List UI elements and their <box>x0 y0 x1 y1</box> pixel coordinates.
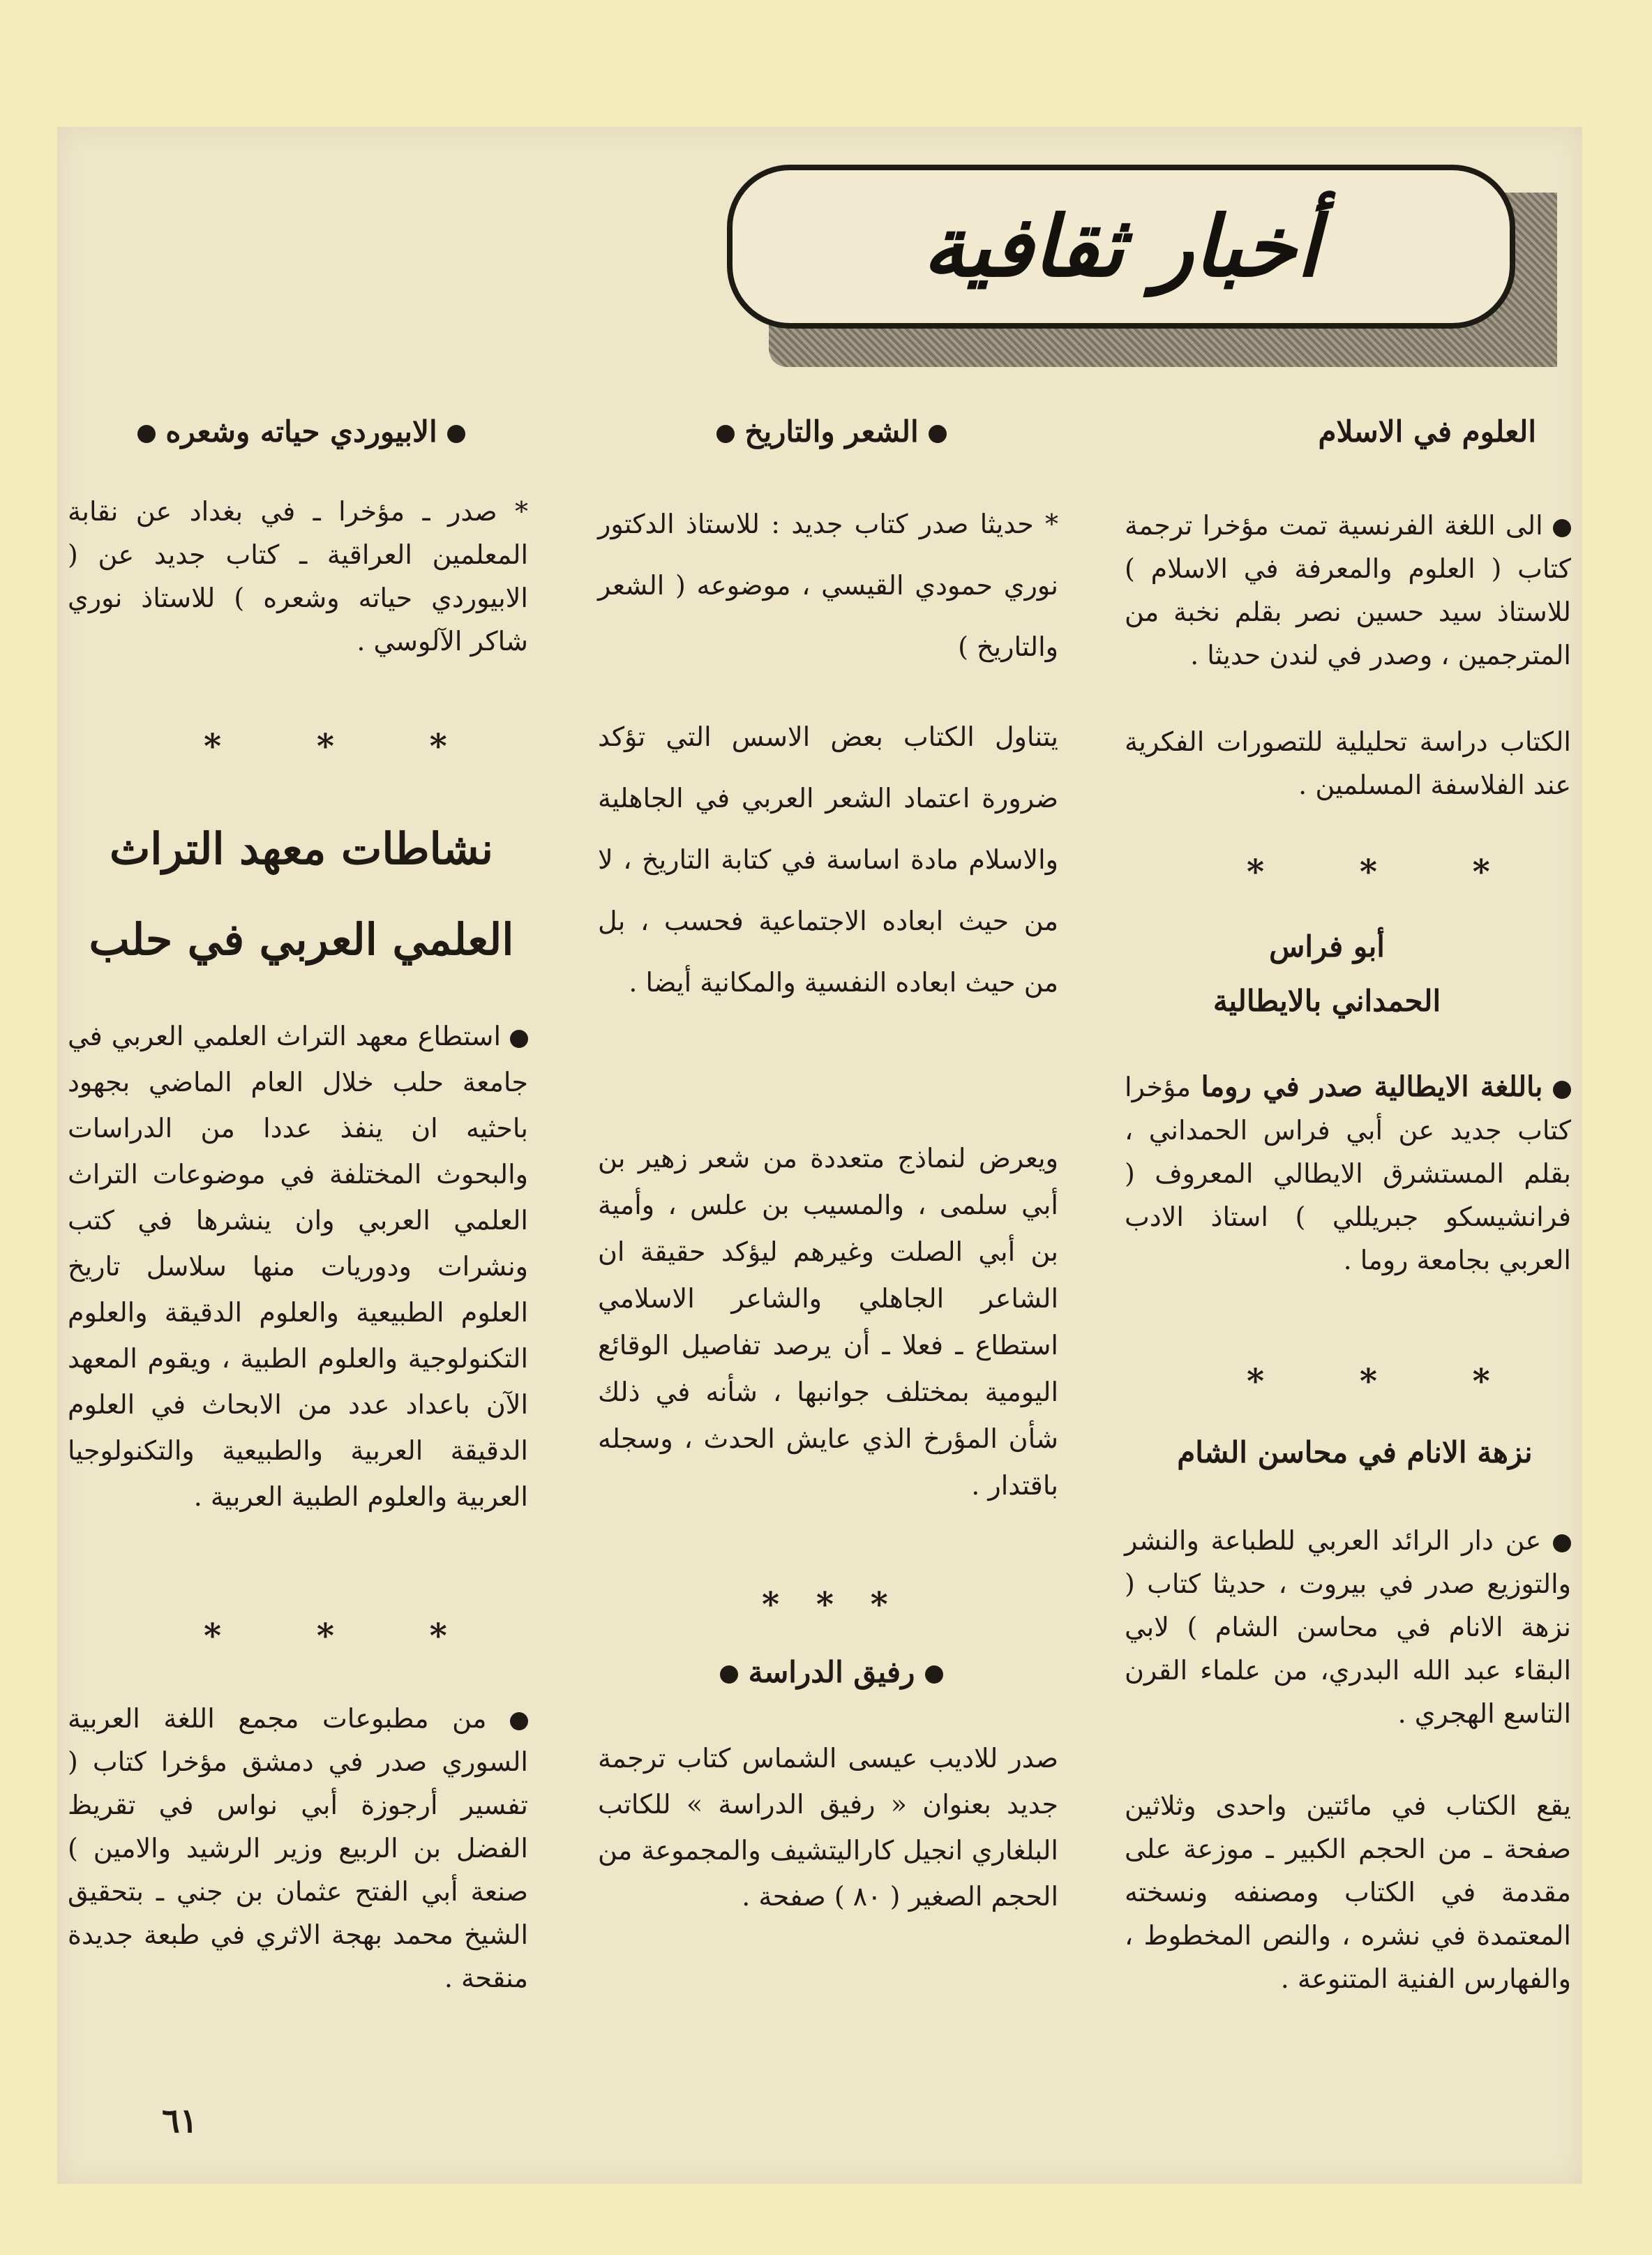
bullet-icon <box>720 1665 738 1684</box>
bullet-icon <box>1553 1081 1571 1099</box>
article-heading-text: الابيوردي حياته وشعره <box>165 414 437 449</box>
article-heading-text: رفيق الدراسة <box>748 1655 915 1689</box>
article-heading-text: العلوم في الاسلام <box>1318 414 1536 449</box>
article-text: يقع الكتاب في مائتين واحدى وثلاثين صفحة ـ من الحجم الكبير ـ موزعة على مقدمة في الكتاب ومصنفه ونسخته المعتمدة في نشره ، والنص المخطوط ، والفهارس الفنية المتنوعة . <box>1125 1790 1571 1994</box>
bullet-icon <box>510 1030 528 1048</box>
article-text: الى اللغة الفرنسية تمت مؤخرا ترجمة كتاب ( العلوم والمعرفة في الاسلام ) للاستاذ سيد حسين نصر بقلم نخبة من المترجمين ، وصدر في لندن حديثا . <box>1125 510 1571 670</box>
bullet-icon <box>925 1665 943 1684</box>
article-text: استطاع معهد التراث العلمي العربي في جامعة حلب خلال العام الماضي بجهود باحثيه ان ينفذ عددا من الدراسات والبحوث المختلفة في موضوعات التراث العلمي العربي وان ينشرها في كتب ونشرات ودوريات منها سلاسل تاريخ العلوم الطبيعية والعلوم الدقيقة والعلوم التكنولوجية والعلوم الطبية ، ويقوم المعهد الآن باعداد عدد من الابحاث في العلوم الدقيقة العربية والطبيعية والتكنولوجيا العربية والعلوم الطبية العربية . <box>68 1021 528 1512</box>
article-heading-text: الحمداني بالايطالية <box>1212 984 1441 1018</box>
banner-box <box>727 165 1515 329</box>
article-text: من مطبوعات مجمع اللغة العربية السوري صدر في دمشق مؤخرا كتاب ( تفسير أرجوزة أبي نواس في تقريظ الفضل بن الربيع وزير الرشيد والامين ) صنعة أبي الفتح عثمان بن جني ـ بتحقيق الشيخ محمد بهجة الاثري في طبعة جديدة منقحة . <box>68 1703 528 1993</box>
article-heading-large <box>85 804 518 985</box>
section-separator: * * * <box>762 1585 901 1624</box>
section-separator: * * * <box>1247 1362 1532 1401</box>
article-heading <box>1159 1435 1550 1469</box>
banner-title: أخبار ثقافية <box>922 197 1320 296</box>
article-paragraph <box>598 493 1058 677</box>
bullet-icon <box>510 1712 528 1730</box>
article-paragraph <box>1125 1519 1571 1735</box>
bullet-icon <box>137 425 156 443</box>
article-text: * حديثا صدر كتاب جديد : للاستاذ الدكتور نوري حمودي القيسي ، موضوعه ( الشعر والتاريخ ) <box>598 509 1058 662</box>
section-banner <box>727 165 1564 374</box>
article-heading <box>664 414 999 449</box>
article-paragraph <box>68 1013 528 1520</box>
article-heading <box>99 414 504 449</box>
bullet-icon <box>1553 1534 1571 1552</box>
article-paragraph <box>68 1697 528 2000</box>
bullet-icon <box>447 425 465 443</box>
article-heading <box>1243 414 1536 449</box>
article-paragraph <box>1125 504 1571 677</box>
section-separator: * * * <box>204 1617 489 1656</box>
article-paragraph <box>598 1135 1058 1509</box>
article-heading <box>664 1655 999 1689</box>
article-heading-text: نزهة الانام في محاسن الشام <box>1177 1435 1533 1469</box>
article-paragraph <box>68 490 528 663</box>
article-text: يتناول الكتاب بعض الاسس التي تؤكد ضرورة اعتماد الشعر العربي في الجاهلية والاسلام مادة اساسة في كتابة التاريخ ، لا من حيث ابعاده الاجتماعية فحسب ، بل من حيث ابعاده النفسية والمكانية أيضا . <box>598 721 1058 998</box>
article-text: ويعرض لنماذج متعددة من شعر زهير بن أبي سلمى ، والمسيب بن علس ، وأمية بن أبي الصلت وغيرهم ليؤكد حقيقة ان الشاعر الجاهلي والشاعر الاسلامي استطاع ـ فعلا ـ أن يرصد تفاصيل الوقائع اليومية بمختلف جوانبها ، شأنه في ذلك شأن المؤرخ الذي عايش الحدث ، وسجله باقتدار . <box>598 1143 1058 1501</box>
bullet-icon <box>1553 519 1571 537</box>
article-text: عن دار الرائد العربي للطباعة والنشر والتوزيع صدر في بيروت ، حديثا كتاب ( نزهة الانام في محاسن الشام ) لابي البقاء عبد الله البدري، من علماء القرن التاسع الهجري . <box>1125 1525 1571 1729</box>
article-text: الكتاب دراسة تحليلية للتصورات الفكرية عند الفلاسفة المسلمين . <box>1125 726 1571 800</box>
article-text: صدر للاديب عيسى الشماس كتاب ترجمة جديد بعنوان « رفيق الدراسة » للكاتب البلغاري انجيل كاراليتشيف والمجموعة من الحجم الصغير ( ٨٠ ) صفحة . <box>598 1743 1058 1912</box>
bullet-icon <box>929 425 947 443</box>
article-paragraph <box>598 706 1058 1013</box>
magazine-page <box>57 127 1582 2184</box>
article-heading-text: أبو فراس <box>1269 929 1385 964</box>
page-number: ٦١ <box>162 2102 198 2141</box>
article-heading-text: نشاطات معهد التراث <box>109 823 494 874</box>
article-text: * صدر ـ مؤخرا ـ في بغداد عن نقابة المعلمين العراقية ـ كتاب جديد عن ( الابيوردي حياته وشعره ) للاستاذ نوري شاكر الآلوسي . <box>68 496 528 657</box>
section-separator: * * * <box>204 727 489 766</box>
article-paragraph <box>1125 1065 1571 1282</box>
article-paragraph <box>1125 1784 1571 2000</box>
article-heading <box>1173 929 1480 964</box>
article-heading <box>1173 984 1480 1018</box>
article-heading-text: الشعر والتاريخ <box>744 414 919 449</box>
article-paragraph <box>1125 720 1571 807</box>
article-heading-text: العلمي العربي في حلب <box>89 914 514 965</box>
article-text: مؤخرا كتاب جديد عن أبي فراس الحمداني ، بقلم المستشرق الايطالي المعروف ( فرانشيسكو جبريللي ) استاذ الادب العربي بجامعة روما . <box>1125 1072 1571 1275</box>
article-paragraph <box>598 1735 1058 1919</box>
bullet-icon <box>716 425 735 443</box>
article-lead: باللغة الايطالية صدر في روما <box>1201 1070 1543 1103</box>
section-separator: * * * <box>1247 853 1532 892</box>
